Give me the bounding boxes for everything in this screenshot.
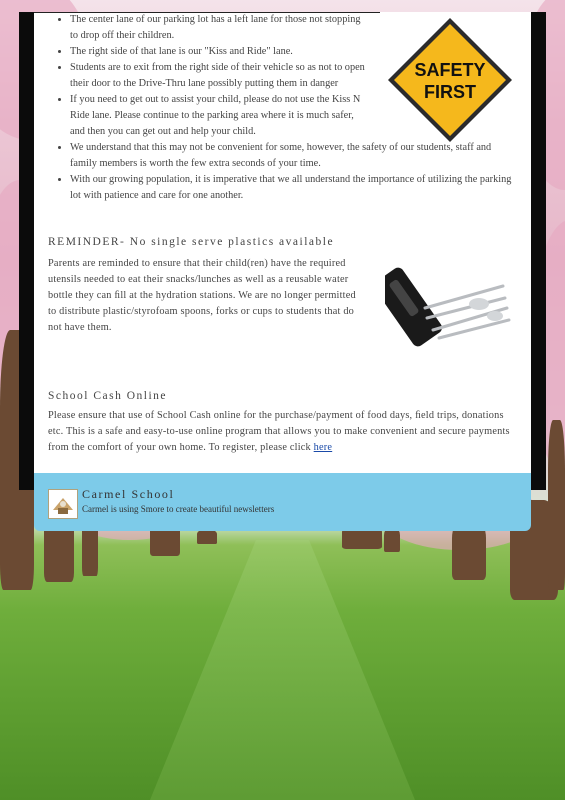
utensils-image [385,238,515,356]
reminder-body: Parents are reminded to ensure that their child(ren) have the required utensils needed to eat their snacks/lunches as well as a reusable water bottle they can ﬁll at the hydration stations. We are no longer permitted to distribute plastic/styrofoam spoons, forks or cups to students that do not have them. [48,258,356,333]
sign-line-2: FIRST [424,82,476,102]
reminder-title: REMINDER- No single serve plastics available [48,236,335,248]
card-left-border [19,12,34,490]
school-cash-title: School Cash Online [48,390,167,402]
reminder-section [48,236,368,336]
school-cash-section [48,390,514,456]
bullet-item: • With our growing population, it is imperative that we all understand the importance of utilizing the parking lot with patience and care for one another. [70,172,518,204]
sign-line-1: SAFETY [414,60,486,80]
footer-subtitle: Carmel is using Smore to create beautiful newsletters [82,504,275,514]
card-right-border [531,12,546,490]
register-link[interactable]: here [313,442,333,453]
bullet-item: • The center lane of our parking lot has a left lane for those not stopping to drop off their children. [70,12,370,44]
bullet-item: • If you need to get out to assist your child, please do not use the Kiss N Ride lane. Please continue to the parking area where it is much safer, and then you can get out and help your child. [70,92,370,140]
footer-bar [34,473,531,531]
bullet-item: • Students are to exit from the right side of their vehicle so as not to open their door to the Drive-Thru lane possibly putting them in danger [70,60,370,92]
school-cash-body [48,408,514,456]
safety-first-sign [386,16,514,144]
school-cash-text: Please ensure that use of School Cash online for the purchase/payment of food days, ﬁeld trips, donations etc. This is a safe and easy-to-use online program that allows you to make convenient and secure payments from the comfort of your own home. To register, please click [48,410,510,453]
bullet-item: • The right side of that lane is our "Kiss and Ride" lane. [70,44,518,60]
footer-title[interactable]: Carmel School [82,487,175,501]
bullet-item: • We understand that this may not be convenient for some, however, the safety of our students, staff and family members is worth the few extra seconds of your time. [70,140,518,172]
school-logo[interactable] [48,489,78,519]
